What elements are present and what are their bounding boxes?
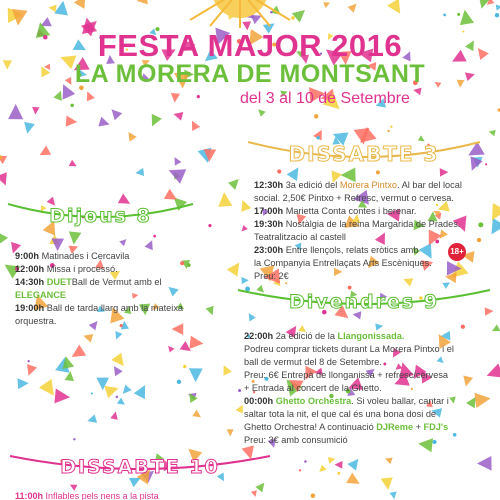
garland-dissabte-10: [10, 452, 270, 488]
event-line: [254, 231, 462, 244]
garland-divendres-9: [238, 286, 490, 324]
confetti-piece: [496, 4, 500, 11]
event-line: [244, 434, 454, 447]
event-text: ball de vermut del 8 de Setembre.: [244, 357, 382, 367]
day-heading-dijous-8: Dijous 8: [49, 205, 152, 227]
confetti-piece: [171, 155, 181, 165]
poster-title: FESTA MAJOR 2016: [97, 28, 403, 63]
event-line: [15, 315, 183, 328]
event-text: + Entrada al concert de la Ghetto.: [244, 383, 382, 393]
confetti-dot: [208, 224, 211, 227]
event-line: [244, 369, 454, 382]
event-time: 19:00h: [15, 303, 45, 313]
confetti-dot: [314, 114, 318, 118]
confetti-dot: [91, 392, 93, 394]
day-heading-dissabte-10: DISSABTE 10: [60, 456, 220, 478]
confetti-dot: [390, 125, 392, 127]
event-line: [15, 302, 183, 315]
confetti-piece: [0, 172, 11, 187]
event-text: Marietta Conta contes i berenar.: [285, 206, 417, 216]
confetti-dot: [116, 396, 118, 398]
confetti-piece: [24, 364, 37, 377]
confetti-piece: [477, 456, 492, 471]
confetti-piece: [328, 455, 336, 463]
confetti-piece: [458, 9, 474, 25]
confetti-piece: [136, 0, 148, 6]
event-line: [15, 250, 183, 263]
confetti-dot: [304, 460, 307, 463]
confetti-piece: [82, 331, 93, 342]
event-line: [15, 263, 183, 276]
confetti-piece: [188, 119, 200, 131]
event-time: 9:00h: [15, 251, 40, 261]
confetti-dot: [337, 472, 340, 475]
confetti-dot: [238, 389, 241, 392]
confetti-dot: [197, 95, 200, 98]
confetti-piece: [317, 465, 327, 475]
confetti-piece: [485, 218, 500, 238]
event-time: 19:30h: [254, 219, 284, 229]
event-text: Preu: 6€ Entrepà de llonganissa + refresc/cervesa: [244, 370, 449, 380]
confetti-piece: [219, 363, 231, 375]
confetti-piece: [54, 0, 70, 16]
event-text: social. 2,50€ Pintxo + Refresc, vermut o cervesa.: [254, 193, 454, 203]
day-heading-dissabte-3: DISSABTE 3: [288, 142, 440, 166]
confetti-piece: [228, 175, 242, 189]
event-line: [15, 276, 183, 289]
confetti-dot: [183, 365, 186, 368]
confetti-piece: [346, 473, 363, 490]
event-text: Ball de Vermut amb el: [71, 277, 162, 287]
confetti-piece: [227, 259, 245, 277]
event-text: Nostàlgia de la reina Margarida de Prades.: [285, 219, 461, 229]
event-line: [254, 192, 462, 205]
confetti-piece: [256, 107, 266, 117]
event-text: . Si voleu ballar, cantar i: [351, 396, 449, 406]
sunburst-decoration: [180, 0, 300, 30]
event-time: 11:00h: [15, 491, 44, 500]
events-dijous-8: [15, 250, 183, 328]
event-line: [244, 395, 454, 408]
confetti-dot: [461, 325, 465, 329]
events-dissabte-10-first: [15, 491, 159, 500]
confetti-dot: [153, 235, 156, 238]
confetti-piece: [186, 391, 198, 403]
confetti-piece: [217, 192, 232, 207]
confetti-piece: [488, 128, 496, 136]
event-line: [254, 257, 462, 270]
event-highlight: Ghetto Orchestra: [275, 396, 352, 406]
confetti-piece: [119, 237, 128, 246]
confetti-piece: [348, 1, 360, 13]
event-line: [254, 179, 462, 192]
confetti-piece: [120, 385, 132, 397]
event-line: [244, 356, 454, 369]
event-time: 00:00h: [244, 396, 274, 406]
event-time: 12:00h: [15, 264, 45, 274]
confetti-piece: [241, 277, 248, 284]
event-highlight: DJReme: [376, 422, 414, 432]
event-text: Preu: 2€: [254, 271, 289, 281]
event-text: 3a edició del: [285, 180, 340, 190]
confetti-piece: [347, 455, 362, 470]
day-heading-divendres-9: Divendres 9: [288, 291, 440, 313]
garland-dijous-8: [8, 200, 193, 234]
confetti-piece: [98, 117, 111, 130]
confetti-piece: [334, 461, 342, 469]
event-time: 22:00h: [244, 331, 274, 341]
confetti-piece: [390, 491, 398, 499]
event-line: [244, 408, 454, 421]
confetti-piece: [113, 331, 123, 341]
events-divendres-9: [244, 330, 454, 447]
confetti-piece: [192, 410, 203, 421]
confetti-piece: [22, 122, 35, 135]
confetti-piece: [17, 378, 29, 390]
confetti-piece: [66, 116, 78, 128]
event-line: [244, 330, 454, 343]
events-dissabte-3: [254, 179, 462, 283]
event-highlight: FDJ's: [423, 422, 449, 432]
confetti-dot: [27, 360, 29, 362]
confetti-piece: [32, 107, 40, 115]
confetti-piece: [48, 4, 57, 13]
confetti-dot: [478, 222, 483, 227]
confetti-dot: [187, 263, 191, 267]
event-time: 12:30h: [254, 180, 284, 190]
event-line: [254, 270, 462, 283]
confetti-piece: [172, 110, 183, 121]
event-text: saltar tota la nit, el que cal és una bona dosi de: [244, 409, 437, 419]
confetti-piece: [189, 368, 203, 382]
event-line: [254, 218, 462, 231]
event-text: Matinades i Cercavila: [41, 251, 130, 261]
confetti-piece: [474, 391, 491, 408]
confetti-piece: [74, 0, 91, 9]
garland-dissabte-3: [248, 138, 480, 178]
event-line: [244, 343, 454, 356]
confetti-piece: [110, 411, 119, 420]
event-text: Ball de tarda llarg amb la mateixa: [46, 303, 184, 313]
confetti-piece: [384, 455, 393, 464]
confetti-piece: [490, 324, 500, 334]
confetti-dot: [299, 469, 301, 471]
event-time: 14:30h: [15, 277, 45, 287]
confetti-piece: [381, 477, 395, 491]
event-text: Entre llençols, relats eròtics amb: [285, 245, 419, 255]
event-text: Missa i processó.: [46, 264, 118, 274]
confetti-piece: [134, 382, 151, 399]
confetti-dot: [387, 130, 389, 132]
age-badge-18-plus: 18+: [448, 243, 466, 261]
event-text: Ghetto Orchestra! A continuació: [244, 422, 377, 432]
event-text: la Companyia Entrellaçats Arts Escèniques.: [254, 258, 432, 268]
confetti-piece: [484, 363, 500, 382]
event-text: 2a edició de la: [275, 331, 338, 341]
confetti-piece: [206, 306, 217, 317]
confetti-piece: [54, 388, 70, 404]
confetti-piece: [477, 0, 489, 10]
confetti-piece: [166, 344, 175, 353]
event-line: [254, 244, 462, 257]
confetti-piece: [227, 429, 234, 436]
confetti-piece: [65, 371, 76, 382]
event-line: [244, 382, 454, 395]
confetti-dot: [70, 104, 73, 107]
confetti-piece: [86, 414, 97, 425]
confetti-piece: [323, 0, 331, 8]
confetti-piece: [387, 0, 406, 17]
confetti-dot: [495, 13, 499, 17]
event-line: [254, 205, 462, 218]
event-highlight: ELEGANCE: [15, 290, 67, 300]
event-highlight: DUET: [46, 277, 72, 287]
confetti-piece: [110, 364, 123, 377]
event-text: . Al bar del local: [397, 180, 462, 190]
event-line: [15, 289, 183, 302]
event-text: Inflables pels nens a la pista: [45, 491, 159, 500]
event-text: +: [413, 422, 424, 432]
event-highlight: Llangonissada.: [337, 331, 405, 341]
event-text: Preu: 3€ amb consumició: [244, 435, 348, 445]
event-text: orquestra.: [15, 316, 57, 326]
confetti-piece: [108, 106, 122, 120]
confetti-piece: [238, 198, 252, 212]
event-highlight: Morera Pintxo: [339, 180, 398, 190]
event-line: [244, 421, 454, 434]
confetti-dot: [443, 13, 446, 16]
confetti-piece: [83, 90, 95, 102]
confetti-piece: [461, 376, 473, 388]
confetti-dot: [73, 438, 75, 440]
confetti-piece: [111, 353, 128, 370]
confetti-piece: [125, 130, 137, 142]
confetti-piece: [104, 382, 120, 398]
confetti-piece: [145, 238, 157, 250]
poster-place: LA MORERA DE MONTSANT: [74, 60, 426, 88]
confetti-dot: [485, 163, 487, 165]
confetti-piece: [147, 114, 162, 129]
confetti-piece: [8, 104, 23, 119]
confetti-piece: [69, 160, 79, 170]
confetti-dot: [477, 238, 481, 242]
event-time: 17:00h: [254, 206, 284, 216]
confetti-piece: [251, 490, 259, 498]
confetti-piece: [0, 233, 8, 246]
event-time: 23:00h: [254, 245, 284, 255]
confetti-piece: [170, 93, 180, 103]
confetti-piece: [37, 146, 51, 160]
event-text: Teatralitzacio al castell: [254, 232, 346, 242]
event-text: Podreu comprar tickets durant La Morera Pintxo i el: [244, 344, 454, 354]
confetti-piece: [239, 225, 248, 234]
confetti-piece: [189, 336, 204, 351]
confetti-piece: [135, 168, 144, 177]
confetti-piece: [166, 163, 187, 184]
poster-dates: del 3 al 10 de Setembre: [240, 90, 410, 107]
confetti-dot: [457, 13, 460, 16]
confetti-dot: [177, 380, 181, 384]
confetti-piece: [68, 345, 86, 363]
confetti-dot: [311, 493, 315, 497]
confetti-piece: [117, 398, 127, 408]
